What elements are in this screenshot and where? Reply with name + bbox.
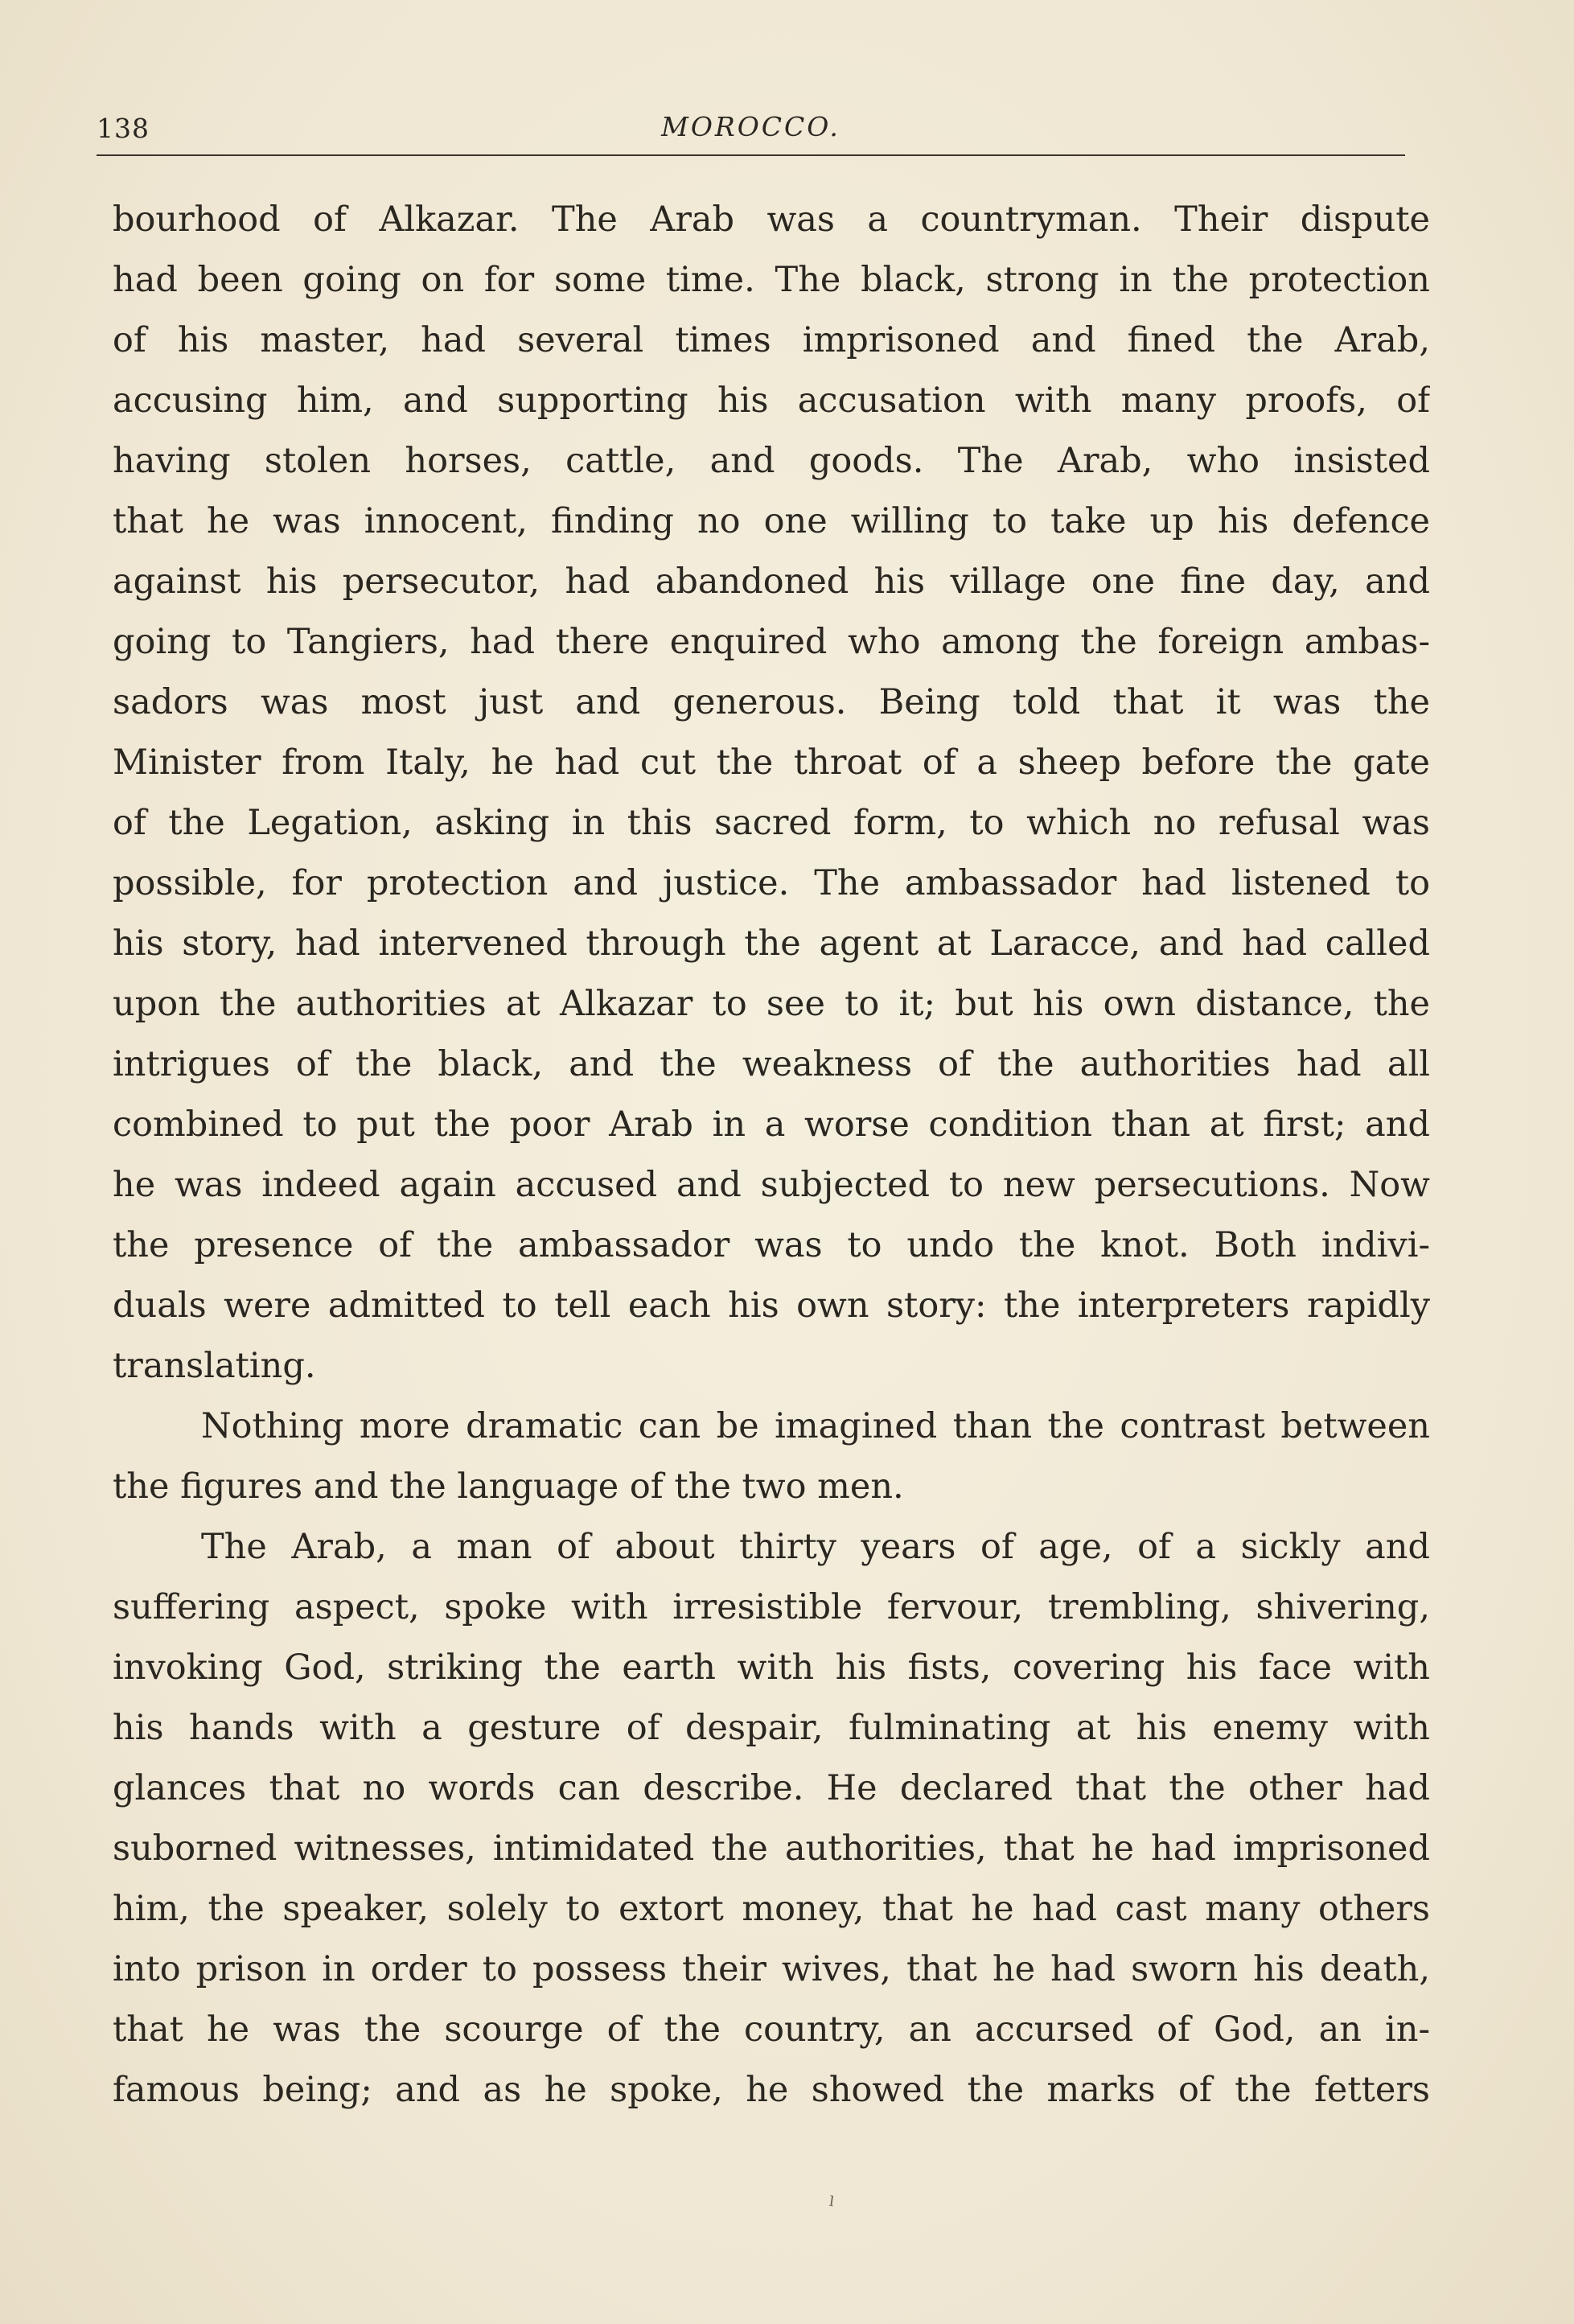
text-line: possible, for protection and justice. The ambassador had listened to [113,863,1430,903]
text-line: going to Tangiers, had there enquired who among the foreign ambas- [113,622,1430,662]
text-line: that he was innocent, finding no one willing to take up his defence [113,501,1430,541]
text-line: The Arab, a man of about thirty years of age, of a sickly and [201,1527,1430,1567]
text-line: his story, had intervened through the agent at Laracce, and had called [113,923,1430,964]
text-line: against his persecutor, had abandoned his village one fine day, and [113,561,1430,602]
text-line: him, the speaker, solely to extort money, that he had cast many others [113,1889,1430,1929]
header-rule [97,154,1405,156]
text-line: his hands with a gesture of despair, fulminating at his enemy with [113,1708,1430,1748]
text-line: having stolen horses, cattle, and goods. The Arab, who insisted [113,441,1430,481]
text-line: of the Legation, asking in this sacred form, to which no refusal was [113,803,1430,843]
text-line: of his master, had several times imprisoned and fined the Arab, [113,320,1430,360]
text-line: accusing him, and supporting his accusation with many proofs, of [113,380,1430,421]
text-line: the presence of the ambassador was to undo the knot. Both indivi- [113,1225,1430,1265]
body-text [113,190,1430,2120]
text-line: duals were admitted to tell each his own story: the interpreters rapidly [113,1285,1430,1326]
text-line: suffering aspect, spoke with irresistible fervour, trembling, shivering, [113,1587,1430,1627]
text-line: famous being; and as he spoke, he showed the marks of the fetters [113,2070,1430,2110]
text-line: glances that no words can describe. He declared that the other had [113,1768,1430,1808]
text-line: into prison in order to possess their wives, that he had sworn his death, [113,1949,1430,1989]
text-line: that he was the scourge of the country, an accursed of God, an in- [113,2009,1430,2050]
page-number: 138 [97,113,150,144]
text-line: combined to put the poor Arab in a worse condition than at first; and [113,1104,1430,1145]
text-line: upon the authorities at Alkazar to see to it; but his own distance, the [113,984,1430,1024]
text-line: suborned witnesses, intimidated the authorities, that he had imprisoned [113,1828,1430,1869]
running-head [97,106,1405,154]
footer-mark: ˡ [826,2191,836,2221]
running-title: MOROCCO. [661,111,840,142]
text-line: he was indeed again accused and subjected to new persecutions. Now [113,1165,1430,1205]
text-line: invoking God, striking the earth with his fists, covering his face with [113,1647,1430,1688]
text-line: had been going on for some time. The black, strong in the protection [113,260,1430,300]
text-line: Minister from Italy, he had cut the throat of a sheep before the gate [113,742,1430,783]
text-line: Nothing more dramatic can be imagined than the contrast between [201,1406,1430,1446]
text-line: intrigues of the black, and the weakness of the authorities had all [113,1044,1430,1084]
text-line: sadors was most just and generous. Being told that it was the [113,682,1430,722]
text-line: translating. [113,1346,316,1386]
text-line: the figures and the language of the two men. [113,1466,904,1507]
text-line: bourhood of Alkazar. The Arab was a countryman. Their dispute [113,199,1430,240]
